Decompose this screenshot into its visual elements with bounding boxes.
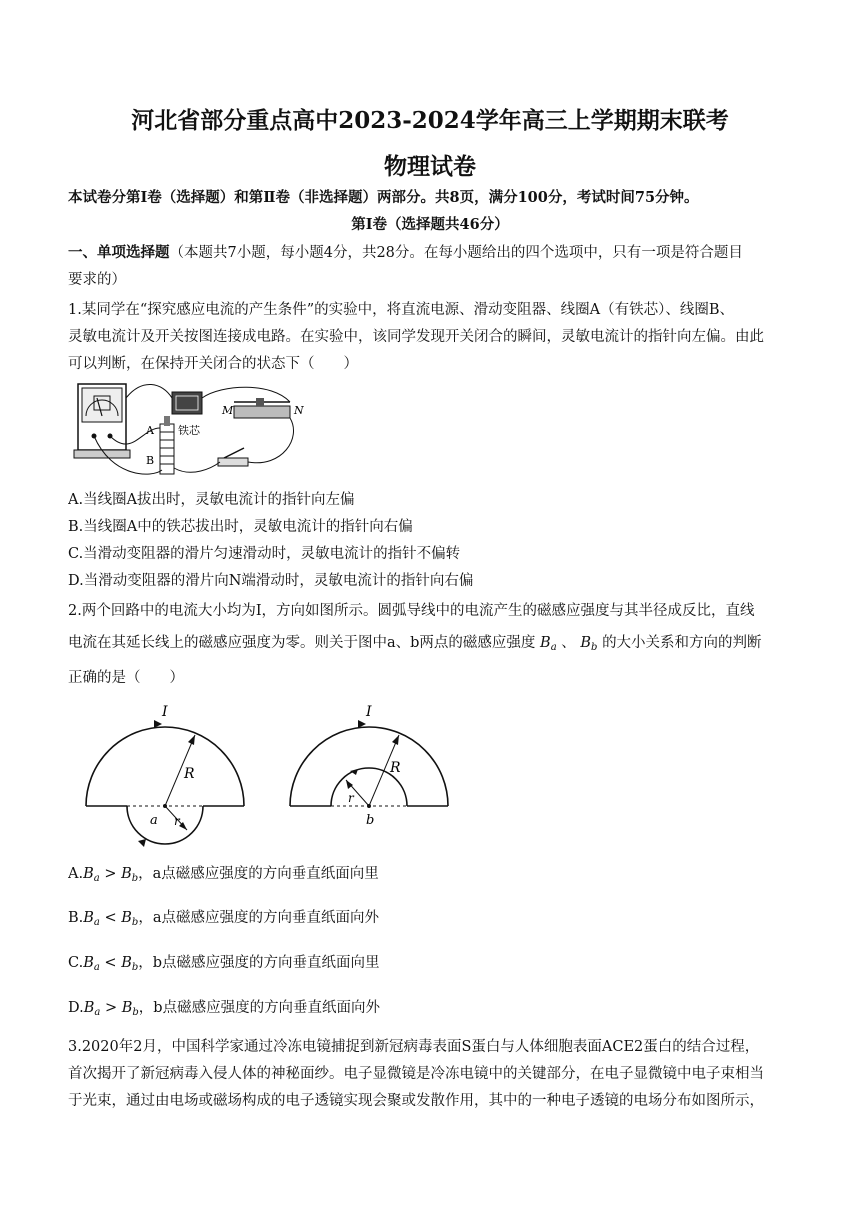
q1-option-d: D.当滑动变阻器的滑片向N端滑动时，灵敏电流计的指针向右偏	[68, 573, 474, 589]
q1-option-a: A.当线圈A拔出时，灵敏电流计的指针向左偏	[68, 492, 355, 508]
q1-stem-line3: 可以判断，在保持开关闭合的状态下（ ）	[68, 356, 358, 372]
part1-desc-line2: 要求的）	[68, 272, 126, 288]
exam-subtitle: 物理试卷	[384, 153, 476, 180]
q3-stem-line1: 3.2020年2月，中国科学家通过冷冻电镜捕捉到新冠病毒表面S蛋白与人体细胞表面ACE2蛋白的结合过程，	[68, 1039, 760, 1055]
q2-figure-b	[286, 700, 452, 830]
section-heading: 第Ⅰ卷（选择题共46分）	[351, 216, 509, 233]
q2-stem-line3: 正确的是（ ）	[68, 670, 184, 686]
q2a-label-a: a	[150, 813, 158, 828]
q2b-label-b: b	[366, 813, 375, 828]
q2b-label-i: I	[366, 704, 372, 720]
q2a-label-i: I	[162, 704, 168, 720]
q2b-label-small-r: r	[348, 791, 354, 805]
q1-label-core: 铁芯	[178, 424, 200, 437]
part1-desc-line1: （本题共7小题，每小题4分，共28分。在每小题给出的四个选项中，只有一项是符合题目	[169, 245, 743, 261]
q2-stem-line2: 电流在其延长线上的磁感应强度为零。则关于图中a、b两点的磁感应强度 $B_a$ 、 $B_b$ 的大小关系和方向的判断	[68, 635, 762, 653]
q1-label-n: N	[294, 404, 304, 417]
q2-stem-line1: 2.两个回路中的电流大小均为I，方向如图所示。圆弧导线中的电流产生的磁感应强度与其半径成反比，直线	[68, 603, 755, 619]
q2-option-b: $B.B_a < B_b$，a点磁感应强度的方向垂直纸面向外	[68, 910, 379, 928]
exam-intro: 本试卷分第Ⅰ卷（选择题）和第Ⅱ卷（非选择题）两部分。共8页，满分100分，考试时间75分钟。	[68, 189, 699, 206]
q1-circuit-figure	[72, 378, 312, 484]
q3-stem-line3: 于光束，通过由电场或磁场构成的电子透镜实现会聚或发散作用，其中的一种电子透镜的电场分布如图所示，	[68, 1093, 764, 1109]
q1-option-b: B.当线圈A中的铁芯拔出时，灵敏电流计的指针向右偏	[68, 519, 413, 535]
q1-label-m: M	[222, 404, 234, 417]
q3-stem-line2: 首次揭开了新冠病毒入侵人体的神秘面纱。电子显微镜是冷冻电镜中的关键部分，在电子显微镜中电子束相当	[68, 1066, 764, 1082]
q2a-label-big-r: R	[184, 766, 195, 782]
q1-label-a: A	[146, 424, 154, 437]
exam-title: 河北省部分重点高中2023-2024学年高三上学期期末联考	[131, 107, 729, 134]
q2-figure-a	[82, 700, 248, 858]
q1-stem-line2: 灵敏电流计及开关按图连接成电路。在实验中，该同学发现开关闭合的瞬间，灵敏电流计的指针向左偏。由此	[68, 329, 764, 345]
q1-option-c: C.当滑动变阻器的滑片匀速滑动时，灵敏电流计的指针不偏转	[68, 546, 461, 562]
part1-heading	[68, 243, 792, 263]
q2b-label-big-r: R	[390, 760, 401, 776]
part1-label: 一、单项选择题	[68, 244, 170, 261]
q1-label-b: B	[146, 454, 155, 467]
q2-option-d: $D.B_a > B_b$，b点磁感应强度的方向垂直纸面向外	[68, 1000, 381, 1018]
q2-option-a: $A.B_a > B_b$，a点磁感应强度的方向垂直纸面向里	[68, 866, 379, 884]
q2a-label-small-r: r	[174, 814, 180, 828]
q1-stem-line1: 1.某同学在“探究感应电流的产生条件”的实验中，将直流电源、滑动变阻器、线圈A（有铁芯）、线圈B、	[68, 302, 735, 318]
q2-option-c: $C.B_a < B_b$，b点磁感应强度的方向垂直纸面向里	[68, 955, 380, 973]
